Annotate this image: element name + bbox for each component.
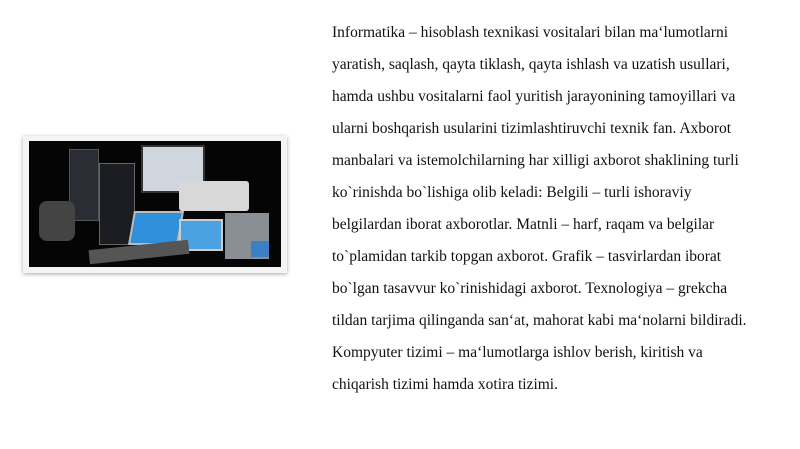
laptop-blue <box>128 211 184 245</box>
text-line: hamda ushbu vositalarni faol yuritish jarayonining tamoyillari va <box>332 88 736 105</box>
text-line: ularni boshqarish usularini tizimlashtiruvchi texnik fan. Axborot <box>332 120 732 137</box>
text-line: ko`rinishda bo`lishiga olib keladi: Belgili – turli ishoraviy <box>332 184 692 201</box>
text-line: bo`lgan tasavvur ko`rinishidagi axborot. Texnologiya – grekcha <box>332 280 728 297</box>
text-line: to`plamidan tarkib topgan axborot. Grafik – tasvirlardan iborat <box>332 248 722 265</box>
text-line: tildan tarjima qilinganda san‘at, mahorat kabi ma‘nolarni bildiradi. <box>332 312 747 329</box>
phone-left <box>39 201 75 241</box>
text-line: belgilardan iborat axborotlar. Matnli – harf, raqam va belgilar <box>332 216 715 233</box>
text-line: Informatika – hisoblash texnikasi vositalari bilan ma‘lumotlarni <box>332 24 729 41</box>
printer <box>179 181 249 211</box>
text-line: manbalari va istemolchilarning har xilligi axborot shaklining turli <box>332 152 739 169</box>
text-line: yaratish, saqlash, qayta tiklash, qayta ishlash va uzatish usullari, <box>332 56 730 73</box>
text-line: chiqarish tizimi hamda xotira tizimi. <box>332 376 558 393</box>
image-frame <box>23 136 287 273</box>
body-text <box>332 19 772 403</box>
computer-equipment-image <box>29 141 281 267</box>
screen-small <box>251 241 269 257</box>
text-line: Kompyuter tizimi – ma‘lumotlarga ishlov berish, kiritish va <box>332 344 703 361</box>
